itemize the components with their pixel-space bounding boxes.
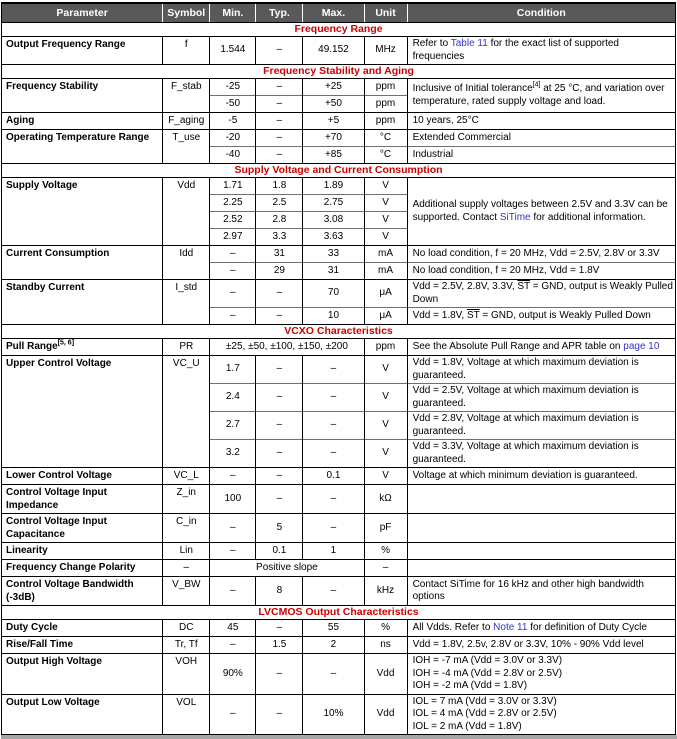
cell-max: 1.89 <box>303 178 364 195</box>
cell-max: – <box>303 485 364 514</box>
link-page-10[interactable]: page 10 <box>623 340 660 352</box>
cell-symbol: VOL <box>163 694 210 735</box>
cell-symbol: F_stab <box>163 79 210 113</box>
cell-typ: – <box>256 384 303 412</box>
cell-parameter: Aging <box>2 113 163 130</box>
cell-typ: – <box>256 308 303 325</box>
cell-max: 2.75 <box>303 195 364 212</box>
table-row <box>2 543 676 560</box>
cell-min: – <box>210 543 256 560</box>
cell-unit: mA <box>364 246 407 263</box>
cell-max: – <box>303 356 364 384</box>
cell-typ: – <box>256 654 303 695</box>
cell-condition: No load condition, f = 20 MHz, Vdd = 2.5V, 2.8V or 3.3V <box>407 246 675 263</box>
cell-unit: °C <box>364 130 407 147</box>
cell-unit: Vdd <box>364 654 407 695</box>
cell-min: 1.71 <box>210 178 256 195</box>
cell-parameter: Operating Temperature Range <box>2 130 163 164</box>
cell-condition <box>407 514 675 543</box>
cell-unit: V <box>364 468 407 485</box>
cell-parameter: Output Frequency Range <box>2 37 163 65</box>
cell-typ: 5 <box>256 514 303 543</box>
cell-typ: – <box>256 440 303 468</box>
cell-condition: Vdd = 2.5V, Voltage at which maximum deviation is guaranteed. <box>407 384 675 412</box>
cell-typ: 2.5 <box>256 195 303 212</box>
cell-condition: Industrial <box>407 147 675 164</box>
cell-min: -50 <box>210 96 256 113</box>
cell-min: 45 <box>210 620 256 637</box>
cell-typ: – <box>256 79 303 96</box>
column-header-unit: Unit <box>364 3 407 23</box>
cell-min: 1.7 <box>210 356 256 384</box>
cell-unit: V <box>364 384 407 412</box>
cell-condition: Additional supply voltages between 2.5V and 3.3V can be supported. Contact SiTime for additional information. <box>407 178 675 246</box>
cell-typ: – <box>256 485 303 514</box>
cell-typ: 31 <box>256 246 303 263</box>
link-sitime[interactable]: SiTime <box>499 211 531 223</box>
cell-max: – <box>303 577 364 606</box>
cell-parameter: Current Consumption <box>2 246 163 280</box>
section-row <box>2 23 676 37</box>
cell-unit: μA <box>364 308 407 325</box>
table-row <box>2 468 676 485</box>
cell-min: 2.4 <box>210 384 256 412</box>
cell-unit: V <box>364 195 407 212</box>
cell-typ: – <box>256 96 303 113</box>
cell-symbol: DC <box>163 620 210 637</box>
cell-parameter: Output Low Voltage <box>2 694 163 735</box>
cell-typ: – <box>256 620 303 637</box>
cell-min: – <box>210 637 256 654</box>
cell-condition: Vdd = 1.8V, $\overline{ST}$ = GND, output is Weakly Pulled Down <box>407 308 675 325</box>
cell-condition: Inclusive of Initial tolerance[4] at 25 °C, and variation over temperature, rated supply voltage and load. <box>407 79 675 113</box>
cell-min: -20 <box>210 130 256 147</box>
cell-max: 49.152 <box>303 37 364 65</box>
cell-unit: – <box>364 560 407 577</box>
cell-unit: °C <box>364 147 407 164</box>
active-low-signal: $\overline{ST}$ <box>517 281 530 292</box>
cell-typ: 0.1 <box>256 543 303 560</box>
cell-unit: % <box>364 543 407 560</box>
cell-typ: 8 <box>256 577 303 606</box>
table-row <box>2 485 676 514</box>
table-row <box>2 654 676 695</box>
cell-condition <box>407 543 675 560</box>
cell-parameter: Pull Range[5, 6] <box>2 339 163 356</box>
cell-symbol: Vdd <box>163 178 210 246</box>
cell-max: 70 <box>303 280 364 308</box>
cell-typ: – <box>256 468 303 485</box>
cell-symbol: Z_in <box>163 485 210 514</box>
cell-max: – <box>303 514 364 543</box>
cell-max: – <box>303 384 364 412</box>
cell-parameter: Frequency Change Polarity <box>2 560 163 577</box>
cell-min: 3.2 <box>210 440 256 468</box>
cell-parameter: Supply Voltage <box>2 178 163 246</box>
cell-symbol: F_aging <box>163 113 210 130</box>
cell-condition: Vdd = 2.5V, 2.8V, 3.3V, $\overline{ST}$ = GND, output is Weakly Pulled Down <box>407 280 675 308</box>
cell-max: 33 <box>303 246 364 263</box>
cell-min: 100 <box>210 485 256 514</box>
cell-max: +50 <box>303 96 364 113</box>
cell-min: 1.544 <box>210 37 256 65</box>
table-row <box>2 577 676 606</box>
cell-condition: Extended Commercial <box>407 130 675 147</box>
cell-unit: kΩ <box>364 485 407 514</box>
section-title: Frequency Range <box>2 23 676 37</box>
cell-min-typ-max: ±25, ±50, ±100, ±150, ±200 <box>210 339 364 356</box>
cell-symbol: V_BW <box>163 577 210 606</box>
cell-symbol: VC_U <box>163 356 210 468</box>
cell-max: +25 <box>303 79 364 96</box>
cell-typ: – <box>256 412 303 440</box>
superscript-note: [5, 6] <box>57 339 75 347</box>
cell-unit: V <box>364 412 407 440</box>
cell-max: – <box>303 440 364 468</box>
cell-condition: Voltage at which minimum deviation is guaranteed. <box>407 468 675 485</box>
cell-unit: ppm <box>364 339 407 356</box>
section-title: Supply Voltage and Current Consumption <box>2 164 676 178</box>
header-row <box>2 3 676 23</box>
cell-parameter: Control Voltage Input Capacitance <box>2 514 163 543</box>
cell-unit: ns <box>364 637 407 654</box>
cell-typ: – <box>256 113 303 130</box>
table-row <box>2 637 676 654</box>
active-low-signal: $\overline{ST}$ <box>466 309 480 321</box>
cell-unit: % <box>364 620 407 637</box>
cell-min-typ-max: Positive slope <box>210 560 364 577</box>
cell-symbol: Lin <box>163 543 210 560</box>
column-header-max: Max. <box>303 3 364 23</box>
cell-unit: mA <box>364 263 407 280</box>
cell-condition <box>407 485 675 514</box>
cell-max: 0.1 <box>303 468 364 485</box>
section-title: VCXO Characteristics <box>2 325 676 339</box>
link-note-11[interactable]: Note 11 <box>493 621 528 633</box>
cell-condition: No load condition, f = 20 MHz, Vdd = 1.8V <box>407 263 675 280</box>
cell-unit: MHz <box>364 37 407 65</box>
table-row <box>2 79 676 96</box>
cell-unit: V <box>364 212 407 229</box>
cell-symbol: VOH <box>163 654 210 695</box>
cell-condition: Refer to Table 11 for the exact list of supported frequencies <box>407 37 675 65</box>
cell-unit: kHz <box>364 577 407 606</box>
superscript-note: [4] <box>532 81 541 89</box>
cell-typ: 1.8 <box>256 178 303 195</box>
cell-max: 31 <box>303 263 364 280</box>
cell-min: – <box>210 694 256 735</box>
cell-min: 90% <box>210 654 256 695</box>
cell-parameter: Upper Control Voltage <box>2 356 163 468</box>
cell-symbol: C_in <box>163 514 210 543</box>
cell-symbol: VC_L <box>163 468 210 485</box>
cell-min: 2.25 <box>210 195 256 212</box>
cell-typ: – <box>256 37 303 65</box>
cell-typ: – <box>256 694 303 735</box>
cell-parameter: Frequency Stability <box>2 79 163 113</box>
table-row <box>2 560 676 577</box>
cell-min: – <box>210 246 256 263</box>
cell-min: – <box>210 468 256 485</box>
section-row <box>2 65 676 79</box>
cell-parameter: Linearity <box>2 543 163 560</box>
cell-symbol: T_use <box>163 130 210 164</box>
cell-condition: See the Absolute Pull Range and APR table on page 10 <box>407 339 675 356</box>
cell-unit: μA <box>364 280 407 308</box>
cell-min: 2.52 <box>210 212 256 229</box>
cell-min: – <box>210 577 256 606</box>
cell-min: – <box>210 263 256 280</box>
column-header-condition: Condition <box>407 3 675 23</box>
cell-condition <box>407 560 675 577</box>
section-row <box>2 606 676 620</box>
cell-max: – <box>303 412 364 440</box>
cell-parameter: Control Voltage Input Impedance <box>2 485 163 514</box>
cell-condition: Vdd = 2.8V, Voltage at which maximum deviation is guaranteed. <box>407 412 675 440</box>
cell-condition: Vdd = 1.8V, Voltage at which maximum deviation is guaranteed. <box>407 356 675 384</box>
cell-max: 3.63 <box>303 229 364 246</box>
cell-symbol: f <box>163 37 210 65</box>
column-header-typ: Typ. <box>256 3 303 23</box>
column-header-min: Min. <box>210 3 256 23</box>
cell-min: 2.7 <box>210 412 256 440</box>
cell-condition: IOL = 7 mA (Vdd = 3.0V or 3.3V) IOL = 4 mA (Vdd = 2.8V or 2.5V) IOL = 2 mA (Vdd = 1.8V) <box>407 694 675 735</box>
cell-typ: – <box>256 130 303 147</box>
table-row <box>2 514 676 543</box>
cell-typ: 3.3 <box>256 229 303 246</box>
cell-symbol: PR <box>163 339 210 356</box>
cell-max: +85 <box>303 147 364 164</box>
cell-parameter: Duty Cycle <box>2 620 163 637</box>
link-table-11[interactable]: Table 11 <box>450 38 488 49</box>
cell-max: 10% <box>303 694 364 735</box>
table-body <box>2 23 676 735</box>
cell-unit: V <box>364 229 407 246</box>
table-row <box>2 620 676 637</box>
cell-unit: V <box>364 356 407 384</box>
table-row <box>2 113 676 130</box>
cell-unit: ppm <box>364 113 407 130</box>
cell-max: 2 <box>303 637 364 654</box>
cell-min: – <box>210 308 256 325</box>
cell-unit: pF <box>364 514 407 543</box>
cell-min: -40 <box>210 147 256 164</box>
table-row <box>2 246 676 263</box>
cell-min: 2.97 <box>210 229 256 246</box>
cell-min: -25 <box>210 79 256 96</box>
cell-max: +5 <box>303 113 364 130</box>
table-row <box>2 356 676 384</box>
electrical-characteristics-table <box>1 2 676 735</box>
cell-max: 3.08 <box>303 212 364 229</box>
cell-parameter: Lower Control Voltage <box>2 468 163 485</box>
cell-condition: Contact SiTime for 16 kHz and other high bandwidth options <box>407 577 675 606</box>
cell-condition: IOH = -7 mA (Vdd = 3.0V or 3.3V) IOH = -4 mA (Vdd = 2.8V or 2.5V) IOH = -2 mA (Vdd = 1.8V) <box>407 654 675 695</box>
cell-typ: – <box>256 280 303 308</box>
cell-typ: 1.5 <box>256 637 303 654</box>
cell-typ: – <box>256 147 303 164</box>
cell-min: – <box>210 514 256 543</box>
cell-unit: V <box>364 440 407 468</box>
cell-typ: 2.8 <box>256 212 303 229</box>
cell-typ: – <box>256 356 303 384</box>
section-title: Frequency Stability and Aging <box>2 65 676 79</box>
section-title: LVCMOS Output Characteristics <box>2 606 676 620</box>
cell-max: – <box>303 654 364 695</box>
table-row <box>2 280 676 308</box>
partial-next-row-edge <box>1 735 677 739</box>
cell-condition: Vdd = 3.3V, Voltage at which maximum deviation is guaranteed. <box>407 440 675 468</box>
cell-symbol: – <box>163 560 210 577</box>
cell-symbol: Idd <box>163 246 210 280</box>
cell-symbol: Tr, Tf <box>163 637 210 654</box>
cell-max: 10 <box>303 308 364 325</box>
cell-parameter: Output High Voltage <box>2 654 163 695</box>
cell-unit: ppm <box>364 96 407 113</box>
cell-unit: ppm <box>364 79 407 96</box>
table-row <box>2 339 676 356</box>
column-header-symbol: Symbol <box>163 3 210 23</box>
table-row <box>2 37 676 65</box>
cell-typ: 29 <box>256 263 303 280</box>
table-row <box>2 178 676 195</box>
cell-unit: Vdd <box>364 694 407 735</box>
cell-symbol: I_std <box>163 280 210 325</box>
section-row <box>2 325 676 339</box>
section-row <box>2 164 676 178</box>
cell-min: -5 <box>210 113 256 130</box>
cell-parameter: Standby Current <box>2 280 163 325</box>
cell-max: +70 <box>303 130 364 147</box>
cell-condition: All Vdds. Refer to Note 11 for definition of Duty Cycle <box>407 620 675 637</box>
table-row <box>2 130 676 147</box>
cell-max: 55 <box>303 620 364 637</box>
table-row <box>2 694 676 735</box>
table-header <box>2 3 676 23</box>
column-header-parameter: Parameter <box>2 3 163 23</box>
cell-unit: V <box>364 178 407 195</box>
cell-condition: Vdd = 1.8V, 2.5v, 2.8V or 3.3V, 10% - 90% Vdd level <box>407 637 675 654</box>
cell-max: 1 <box>303 543 364 560</box>
cell-min: – <box>210 280 256 308</box>
cell-parameter: Control Voltage Bandwidth (-3dB) <box>2 577 163 606</box>
cell-parameter: Rise/Fall Time <box>2 637 163 654</box>
cell-condition: 10 years, 25°C <box>407 113 675 130</box>
